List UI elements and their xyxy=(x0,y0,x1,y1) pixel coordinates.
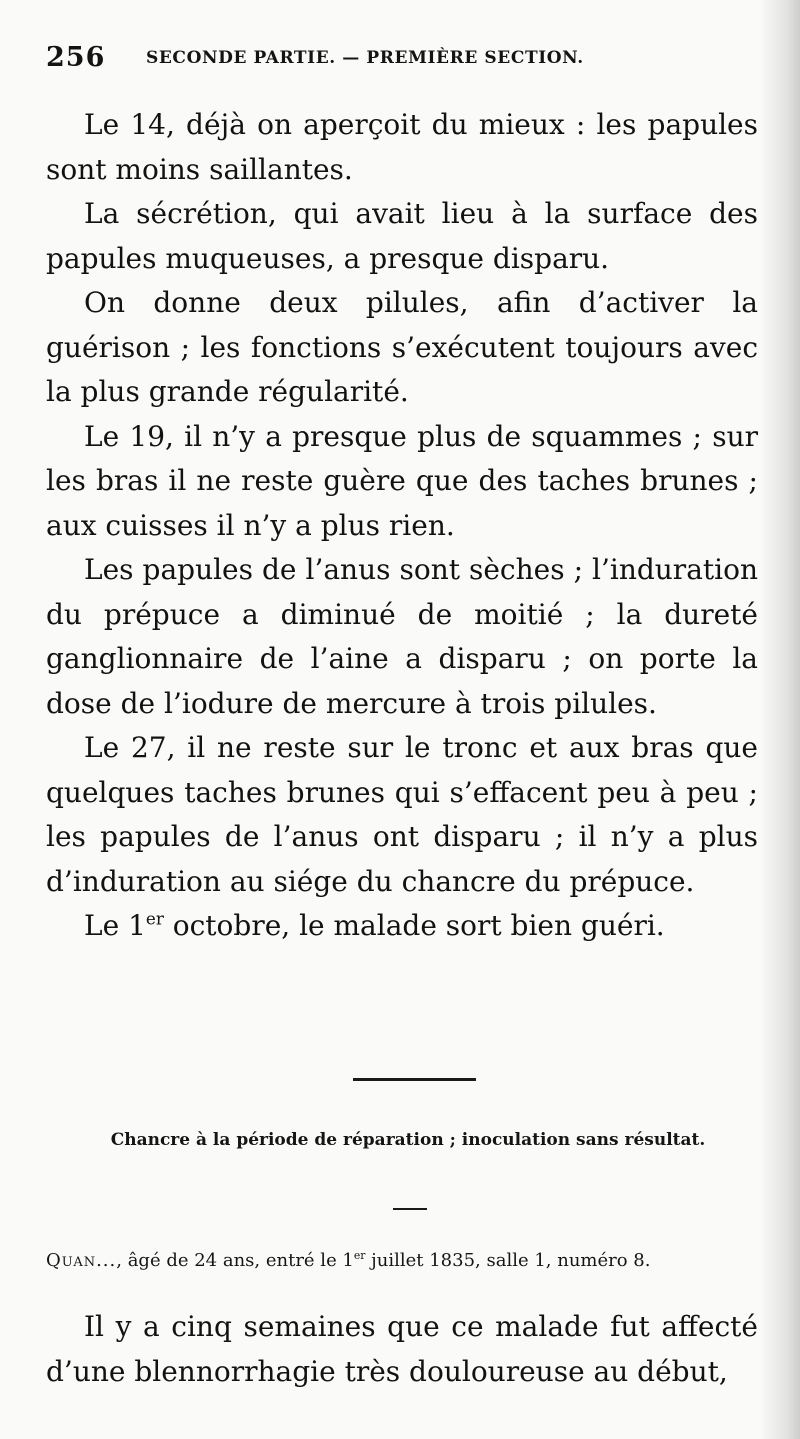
ordinal-suffix: er xyxy=(353,1249,366,1262)
patient-details: , âgé de 24 ans, entré le 1 xyxy=(116,1250,354,1271)
paragraph: Le 14, déjà on aperçoit du mieux : les papules sont moins saillantes. xyxy=(46,108,758,186)
case-meta xyxy=(46,1250,770,1271)
paragraph: Les papules de l’anus sont sèches ; l’induration du prépuce a diminué de moitié ; la dureté ganglionnaire de l’aine a disparu ; on porte la dose de l’iodure de mercure à trois pilules. xyxy=(46,553,758,720)
case-text xyxy=(46,1304,758,1394)
ordinal-suffix: er xyxy=(145,908,164,929)
paragraph-discharge xyxy=(46,904,758,949)
main-text xyxy=(46,103,758,949)
page-number: 256 xyxy=(46,42,106,73)
paragraph: Il y a cinq semaines que ce malade fut affecté d’une blennorrhagie très douloureuse au début, xyxy=(46,1310,758,1388)
running-head: SECONDE PARTIE. — PREMIÈRE SECTION. xyxy=(146,48,584,68)
case-heading: Chancre à la période de réparation ; inoculation sans résultat. xyxy=(110,1130,706,1150)
page-edge-shadow xyxy=(760,0,800,1439)
paragraph: La sécrétion, qui avait lieu à la surface des papules muqueuses, a presque disparu. xyxy=(46,197,758,275)
paragraph: On donne deux pilules, afin d’activer la guérison ; les fonctions s’exécutent toujours avec la plus grande régularité. xyxy=(46,286,758,408)
paragraph: Le 19, il n’y a presque plus de squammes ; sur les bras il ne reste guère que des taches brunes ; aux cuisses il n’y a plus rien. xyxy=(46,419,758,542)
date-text: Le 1 xyxy=(84,909,146,942)
patient-name: Quan... xyxy=(46,1250,117,1271)
page-header xyxy=(46,40,770,80)
section-divider xyxy=(353,1078,476,1081)
paragraph: Le 27, il ne reste sur le tronc et aux bras que quelques taches brunes qui s’effacent peu à peu ; les papules de l’anus ont disparu ; il n’y a plus d’induration au siége du chancre du prépuce. xyxy=(46,731,758,898)
discharge-text: octobre, le malade sort bien guéri. xyxy=(163,909,665,942)
admission-details: juillet 1835, salle 1, numéro 8. xyxy=(365,1250,651,1271)
short-divider xyxy=(393,1208,427,1210)
